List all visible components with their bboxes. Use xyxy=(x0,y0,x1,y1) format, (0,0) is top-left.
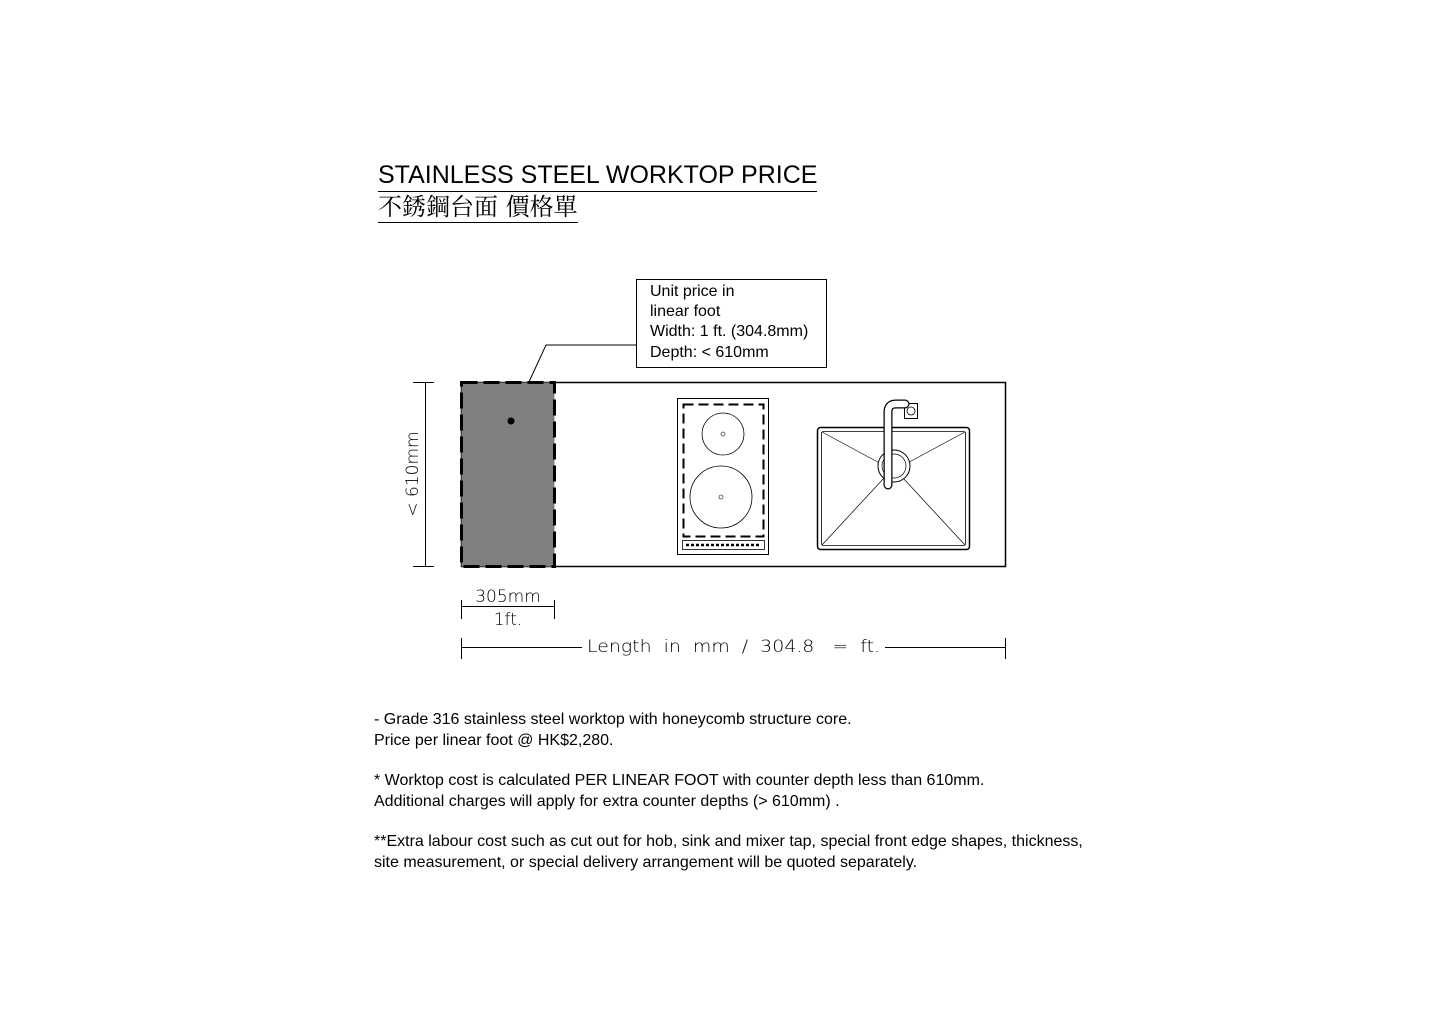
callout-line: linear foot xyxy=(650,303,721,320)
notes xyxy=(374,709,1083,892)
note-line: - Grade 316 stainless steel worktop with honeycomb structure core. xyxy=(374,711,852,728)
width-ft-label: 1ft. xyxy=(493,610,523,630)
leader-dot xyxy=(508,418,515,425)
unit-width-dimension xyxy=(461,587,555,630)
callout-line: Unit price in xyxy=(650,283,735,300)
length-formula: Length in mm / 304.8 = ft. xyxy=(587,637,880,657)
note-cost-calculation xyxy=(374,770,1083,812)
unit-section xyxy=(462,383,555,567)
note-line: Price per linear foot @ HK$2,280. xyxy=(374,732,614,749)
title-english: STAINLESS STEEL WORKTOP PRICE xyxy=(378,160,817,192)
width-mm-label: 305mm xyxy=(475,587,541,607)
sink xyxy=(818,428,970,550)
note-line: Additional charges will apply for extra counter depths (> 610mm) . xyxy=(374,793,840,810)
note-line: **Extra labour cost such as cut out for hob, sink and mixer tap, special front edge shapes, thickness, xyxy=(374,833,1083,850)
depth-label: < 610mm xyxy=(403,431,423,517)
callout-line: Width: 1 ft. (304.8mm) xyxy=(650,323,809,340)
note-material xyxy=(374,709,1083,751)
callout-line: Depth: < 610mm xyxy=(650,344,769,361)
drain xyxy=(878,450,910,482)
note-extra-labour xyxy=(374,831,1083,873)
note-line: * Worktop cost is calculated PER LINEAR FOOT with counter depth less than 610mm. xyxy=(374,772,985,789)
length-dimension xyxy=(461,637,1006,659)
title-chinese: 不銹鋼台面 價格單 xyxy=(378,193,578,221)
note-line: site measurement, or special delivery arrangement will be quoted separately. xyxy=(374,854,918,871)
hob xyxy=(678,399,769,555)
depth-dimension xyxy=(403,382,434,567)
